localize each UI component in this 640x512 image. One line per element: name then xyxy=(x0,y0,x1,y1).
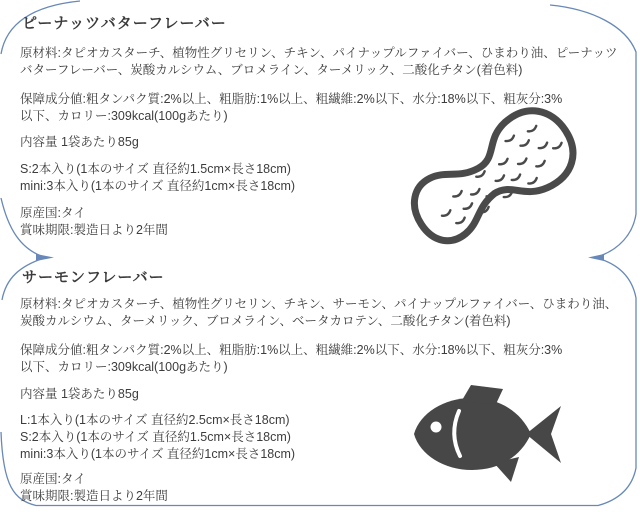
origin-line: 原産国:タイ xyxy=(20,472,86,486)
size-line: S:2本入り(1本のサイズ 直径約1.5cm×長さ18cm) xyxy=(20,430,291,444)
peanut-guaranteed-analysis xyxy=(20,91,562,125)
fish-icon xyxy=(414,385,561,482)
bubble-cusp-tips xyxy=(36,254,604,261)
expiry-line: 賞味期限:製造日より2年間 xyxy=(20,222,168,237)
size-line: L:1本入り(1本のサイズ 直径約2.5cm×長さ18cm) xyxy=(20,413,290,427)
ingredients-line: 原材料:タピオカスターチ、植物性グリセリン、チキン、パイナップルファイバー、ひまわり油、ピーナッツ xyxy=(20,46,618,60)
expiry-line: 賞味期限:製造日より2年間 xyxy=(20,488,168,503)
size-line: mini:3本入り(1本のサイズ 直径約1cm×長さ18cm) xyxy=(20,179,296,193)
analysis-line: 以下、カロリー:309kcal(100gあたり) xyxy=(20,109,228,123)
ingredients-line: 原材料:タピオカスターチ、植物性グリセリン、チキン、サーモン、パイナップルファイバー、ひまわり油、 xyxy=(20,297,618,311)
analysis-line: 保障成分値:粗タンパク質:2%以上、粗脂肪:1%以上、粗繊維:2%以下、水分:18%以下、粗灰分:3% xyxy=(20,92,563,106)
salmon-guaranteed-analysis xyxy=(20,342,562,376)
salmon-net-content: 内容量 1袋あたり85g xyxy=(20,387,139,401)
analysis-line: 保障成分値:粗タンパク質:2%以上、粗脂肪:1%以上、粗繊維:2%以下、水分:18%以下、粗灰分:3% xyxy=(20,343,563,357)
peanut-size-list xyxy=(20,161,295,195)
size-line: S:2本入り(1本のサイズ 直径約1.5cm×長さ18cm) xyxy=(20,162,291,176)
salmon-section-title: サーモンフレーバー xyxy=(22,269,165,286)
ingredients-line: バターフレーバー、炭酸カルシウム、ブロメライン、ターメリック、二酸化チタン(着色料) xyxy=(20,63,523,77)
salmon-origin-expiry xyxy=(20,471,168,504)
size-line: mini:3本入り(1本のサイズ 直径約1cm×長さ18cm) xyxy=(20,447,296,461)
peanut-ingredients xyxy=(20,45,617,79)
peanut-section-title: ピーナッツバターフレーバー xyxy=(22,15,227,32)
analysis-line: 以下、カロリー:309kcal(100gあたり) xyxy=(20,360,228,374)
ingredients-line: 炭酸カルシウム、ターメリック、ブロメライン、ベータカロテン、二酸化チタン(着色料) xyxy=(20,314,511,328)
peanut-net-content: 内容量 1袋あたり85g xyxy=(20,135,139,149)
origin-line: 原産国:タイ xyxy=(20,206,86,220)
peanut-origin-expiry xyxy=(20,205,168,238)
salmon-ingredients xyxy=(20,296,617,330)
salmon-size-list xyxy=(20,412,295,463)
